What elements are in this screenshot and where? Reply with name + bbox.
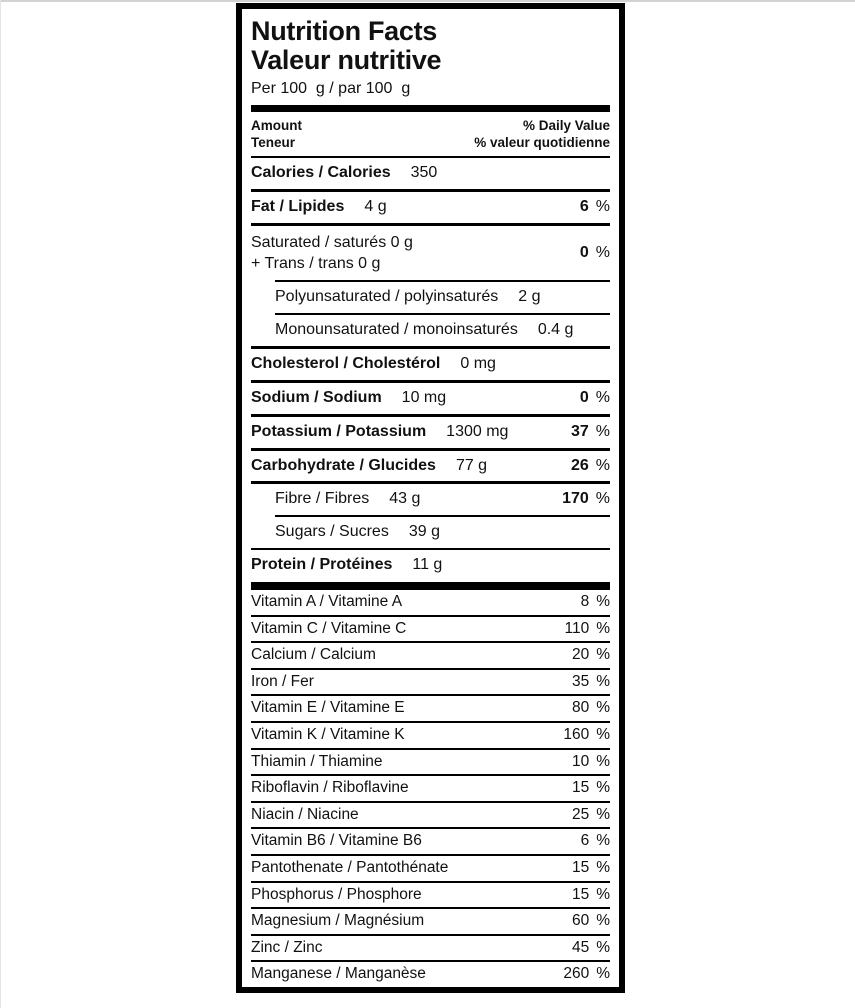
row-calories xyxy=(251,158,610,189)
row-zinc xyxy=(251,934,610,961)
nutrient-name: Iron / Fer xyxy=(251,672,314,690)
column-header xyxy=(251,112,610,156)
percent-sign: % xyxy=(595,243,610,261)
row-saturated-trans xyxy=(251,226,610,280)
nutrition-facts-label xyxy=(236,3,625,993)
percent-sign: % xyxy=(596,912,610,930)
row-phosphorus xyxy=(251,881,610,908)
serving-size: Per 100 g / par 100 g xyxy=(251,80,411,98)
row-pantothenate xyxy=(251,854,610,881)
thick-rule xyxy=(251,582,610,590)
percent-sign: % xyxy=(596,965,610,983)
protein-amount: 11 g xyxy=(412,556,443,574)
nutrient-name: Vitamin A / Vitamine A xyxy=(251,593,403,611)
row-thiamin xyxy=(251,748,610,775)
percent-sign: % xyxy=(596,938,610,956)
calories-label: Calories / Calories xyxy=(251,164,391,182)
saturated-label: Saturated / saturés 0 g xyxy=(251,234,413,251)
fibre-daily-value: 170 % xyxy=(562,490,610,508)
percent-sign: % xyxy=(596,699,610,717)
monounsaturated-label: Monounsaturated / monoinsaturés xyxy=(275,321,518,339)
daily-value: 45 % xyxy=(571,938,610,956)
nutrient-name: Riboflavin / Riboflavine xyxy=(251,779,409,797)
row-potassium xyxy=(251,417,610,448)
monounsaturated-amount: 0.4 g xyxy=(537,321,574,339)
nutrient-name: Vitamin E / Vitamine E xyxy=(251,699,405,717)
percent-sign: % xyxy=(596,672,610,690)
trans-label: + Trans / trans 0 g xyxy=(251,255,381,273)
row-polyunsaturated xyxy=(251,282,610,313)
sodium-label: Sodium / Sodium xyxy=(251,388,382,406)
percent-sign: % xyxy=(596,646,610,664)
sugars-label: Sugars / Sucres xyxy=(275,523,389,541)
row-vitamin-k xyxy=(251,721,610,748)
row-cholesterol xyxy=(251,349,610,380)
carbohydrate-label: Carbohydrate / Glucides xyxy=(251,456,436,474)
row-sugars xyxy=(251,517,610,548)
potassium-amount: 1300 mg xyxy=(446,422,509,440)
daily-value: 60 % xyxy=(571,912,610,930)
nutrient-name: Niacin / Niacine xyxy=(251,805,359,823)
percent-sign: % xyxy=(595,388,610,406)
fibre-label: Fibre / Fibres xyxy=(275,490,370,508)
daily-value: 15 % xyxy=(571,859,610,877)
daily-value-header-en: % Daily Value xyxy=(522,118,610,134)
row-monounsaturated xyxy=(251,315,610,346)
row-vitamin-b6 xyxy=(251,827,610,854)
daily-value: 260 % xyxy=(563,965,610,983)
daily-value: 6 % xyxy=(580,832,610,850)
percent-sign: % xyxy=(596,885,610,903)
row-carbohydrate xyxy=(251,451,610,482)
row-fibre xyxy=(251,484,610,515)
nutrient-name: Vitamin C / Vitamine C xyxy=(251,619,407,637)
daily-value: 110 % xyxy=(564,619,610,637)
label-title-en: Nutrition Facts xyxy=(251,16,438,46)
saturated-trans-daily-value: 0 % xyxy=(579,243,610,261)
row-calcium xyxy=(251,641,610,668)
daily-value: 20 % xyxy=(571,646,610,664)
fat-amount: 4 g xyxy=(364,198,387,216)
fat-daily-value: 6 % xyxy=(579,198,610,216)
daily-value: 80 % xyxy=(571,699,610,717)
fibre-amount: 43 g xyxy=(389,490,421,508)
daily-value-header-fr: % valeur quotidienne xyxy=(474,134,610,150)
nutrient-name: Magnesium / Magnésium xyxy=(251,912,425,930)
amount-header-en: Amount xyxy=(251,118,302,134)
nutrient-name: Vitamin B6 / Vitamine B6 xyxy=(251,832,422,850)
page-top-divider xyxy=(0,0,855,2)
calories-amount: 350 xyxy=(410,164,438,182)
percent-sign: % xyxy=(596,593,610,611)
percent-sign: % xyxy=(595,198,610,216)
cholesterol-label: Cholesterol / Cholestérol xyxy=(251,354,441,372)
potassium-label: Potassium / Potassium xyxy=(251,422,427,440)
protein-label: Protein / Protéines xyxy=(251,556,393,574)
daily-value: 8 % xyxy=(580,593,610,611)
percent-sign: % xyxy=(595,490,610,508)
thick-rule xyxy=(251,105,610,112)
percent-sign: % xyxy=(596,832,610,850)
nutrient-name: Zinc / Zinc xyxy=(251,938,323,956)
cholesterol-amount: 0 mg xyxy=(460,354,496,372)
percent-sign: % xyxy=(595,456,610,474)
percent-sign: % xyxy=(596,726,610,744)
potassium-daily-value: 37 % xyxy=(570,422,610,440)
amount-header-fr: Teneur xyxy=(251,134,296,150)
percent-sign: % xyxy=(596,805,610,823)
row-manganese xyxy=(251,960,610,987)
nutrient-name: Vitamin K / Vitamine K xyxy=(251,726,405,744)
nutrient-name: Phosphorus / Phosphore xyxy=(251,885,422,903)
row-vitamin-a xyxy=(251,590,610,615)
row-vitamin-e xyxy=(251,694,610,721)
nutrient-name: Manganese / Manganèse xyxy=(251,965,426,983)
nutrient-name: Thiamin / Thiamine xyxy=(251,752,383,770)
row-magnesium xyxy=(251,907,610,934)
daily-value: 15 % xyxy=(571,885,610,903)
sodium-amount: 10 mg xyxy=(401,388,447,406)
sodium-daily-value: 0 % xyxy=(579,388,610,406)
row-niacin xyxy=(251,801,610,828)
saturated-trans-label xyxy=(251,232,413,274)
row-sodium xyxy=(251,383,610,414)
polyunsaturated-amount: 2 g xyxy=(518,288,541,306)
label-title-fr: Valeur nutritive xyxy=(251,45,442,76)
nutrient-name: Calcium / Calcium xyxy=(251,646,376,664)
fat-label: Fat / Lipides xyxy=(251,198,345,216)
daily-value: 160 % xyxy=(563,726,610,744)
daily-value: 10 % xyxy=(571,752,610,770)
page-left-divider xyxy=(0,0,1,1008)
row-vitamin-c xyxy=(251,615,610,642)
daily-value: 15 % xyxy=(571,779,610,797)
row-riboflavin xyxy=(251,774,610,801)
percent-sign: % xyxy=(596,752,610,770)
row-fat xyxy=(251,192,610,223)
daily-value-header xyxy=(474,118,610,151)
daily-value: 25 % xyxy=(571,805,610,823)
polyunsaturated-label: Polyunsaturated / polyinsaturés xyxy=(275,288,499,306)
percent-sign: % xyxy=(596,859,610,877)
row-protein xyxy=(251,550,610,581)
amount-header xyxy=(251,118,302,151)
carbohydrate-daily-value: 26 % xyxy=(570,456,610,474)
sugars-amount: 39 g xyxy=(408,523,440,541)
nutrient-name: Pantothenate / Pantothénate xyxy=(251,859,449,877)
carbohydrate-amount: 77 g xyxy=(455,456,488,474)
daily-value: 35 % xyxy=(571,672,610,690)
percent-sign: % xyxy=(595,422,610,440)
percent-sign: % xyxy=(596,619,610,637)
percent-sign: % xyxy=(596,779,610,797)
row-iron xyxy=(251,668,610,695)
